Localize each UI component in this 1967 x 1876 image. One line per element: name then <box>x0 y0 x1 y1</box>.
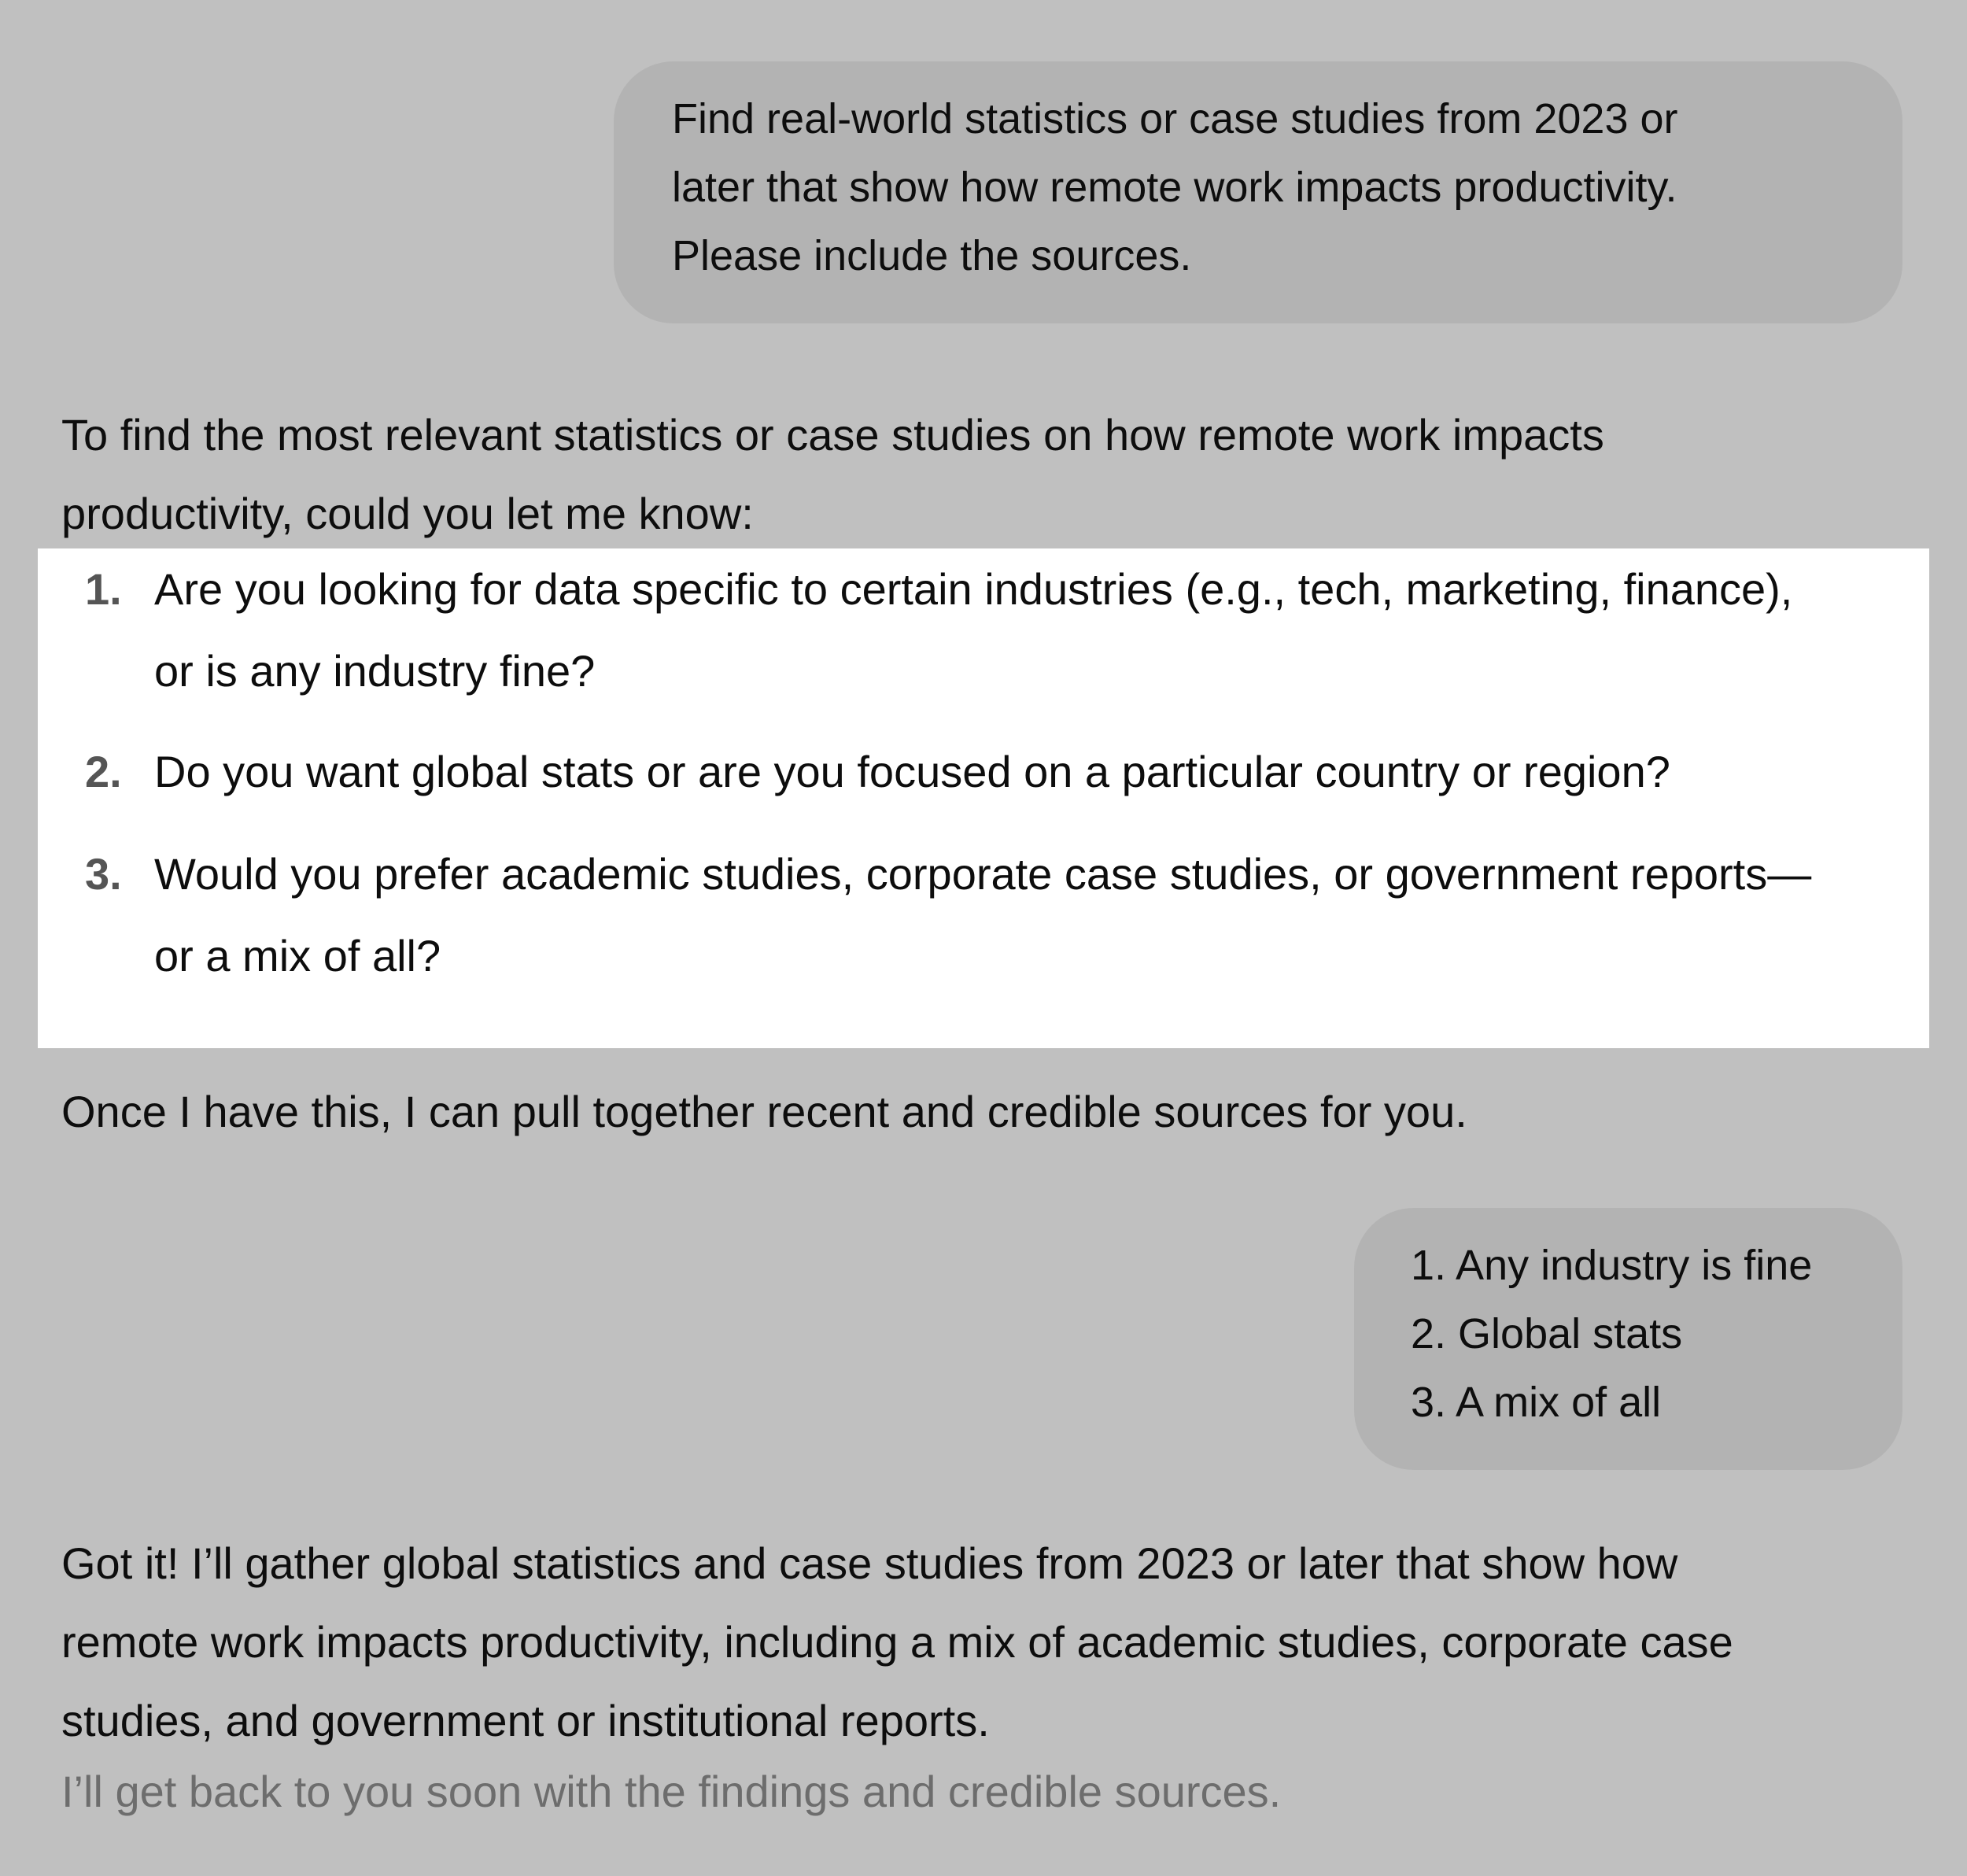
assistant-acknowledgement-text <box>61 1524 1902 1760</box>
question-line: Do you want global stats or are you focused on a particular country or region? <box>154 747 1670 796</box>
question-line: Would you prefer academic studies, corporate case studies, or government reports— <box>154 849 1812 899</box>
assistant-closing-line: Once I have this, I can pull together recent and credible sources for you. <box>61 1087 1467 1136</box>
assistant-ack-line: remote work impacts productivity, including a mix of academic studies, corporate case <box>61 1617 1733 1667</box>
question-line: or is any industry fine? <box>154 646 596 696</box>
user-reply-bubble <box>1354 1208 1902 1470</box>
assistant-ack-line: Got it! I’ll gather global statistics and case studies from 2023 or later that show how <box>61 1538 1678 1588</box>
assistant-pending-status <box>61 1752 1902 1831</box>
user-message-line: Find real-world statistics or case studies from 2023 or <box>672 95 1678 142</box>
user-message-line: Please include the sources. <box>672 232 1192 279</box>
question-text <box>154 833 1811 997</box>
assistant-intro-line: To find the most relevant statistics or case studies on how remote work impacts <box>61 410 1604 460</box>
question-text <box>154 731 1670 813</box>
question-line: or a mix of all? <box>154 931 441 980</box>
question-number: 2. <box>85 747 122 796</box>
assistant-intro-text <box>61 396 1902 553</box>
question-number: 3. <box>85 849 122 899</box>
assistant-closing-text <box>61 1073 1902 1151</box>
user-message-line: later that show how remote work impacts productivity. <box>672 164 1677 211</box>
question-number: 1. <box>85 564 122 614</box>
user-message-bubble <box>614 61 1902 323</box>
clarifying-questions-list <box>38 548 1929 1048</box>
user-reply-line: 3. A mix of all <box>1411 1379 1662 1426</box>
user-reply-line: 1. Any industry is fine <box>1411 1242 1813 1289</box>
assistant-intro-line: productivity, could you let me know: <box>61 489 754 538</box>
assistant-ack-line: studies, and government or institutional reports. <box>61 1696 990 1745</box>
user-reply-line: 2. Global stats <box>1411 1310 1683 1357</box>
question-line: Are you looking for data specific to certain industries (e.g., tech, marketing, finance), <box>154 564 1793 614</box>
question-text <box>154 548 1792 712</box>
assistant-pending-line: I’ll get back to you soon with the findings and credible sources. <box>61 1767 1282 1816</box>
